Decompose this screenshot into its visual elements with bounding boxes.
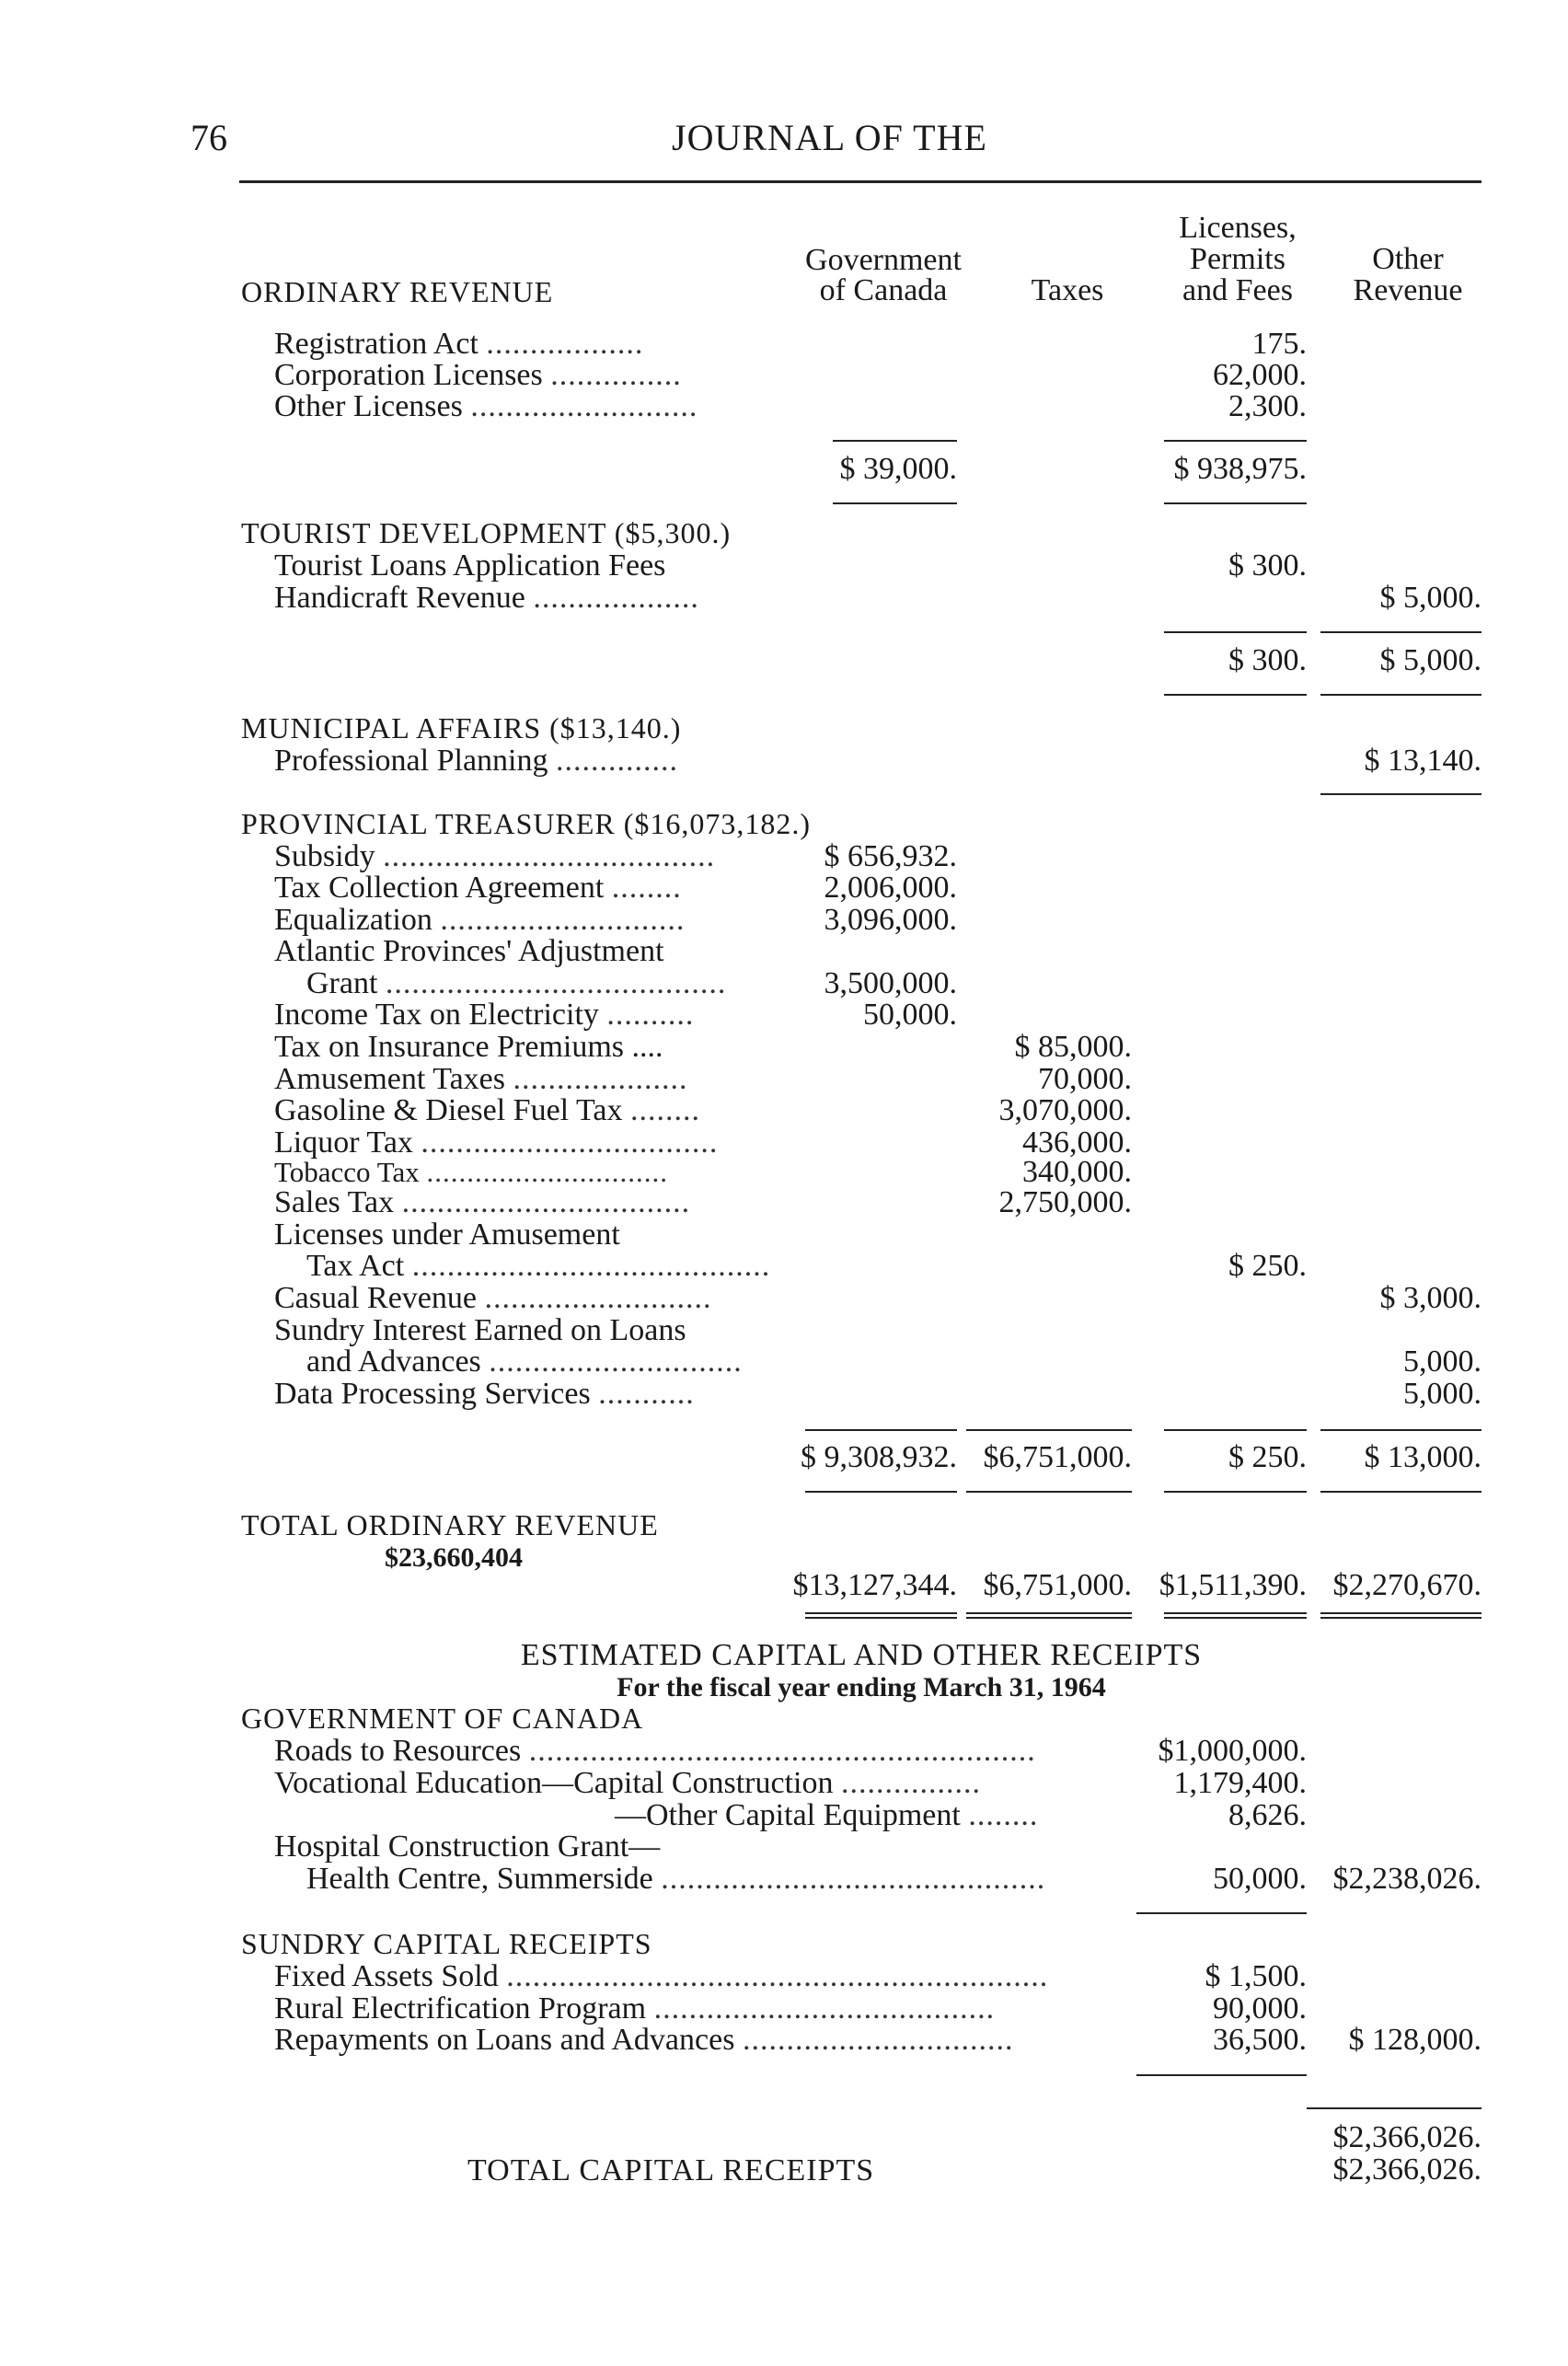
total-capital-label: TOTAL CAPITAL RECEIPTS <box>467 2153 875 2187</box>
row-taxes-value: 3,070,000. <box>998 1093 1132 1127</box>
total-ordinary-label: TOTAL ORDINARY REVENUE <box>241 1508 659 1541</box>
row-licenses-value: 175. <box>1251 327 1307 361</box>
row-label: Repayments on Loans and Advances ............................... <box>274 2023 1014 2057</box>
gov-canada-heading: GOVERNMENT OF CANADA <box>241 1702 644 1735</box>
row-licenses-value: $ 250. <box>1228 1249 1307 1283</box>
col-other-line1: Other <box>1372 242 1444 276</box>
subtotal-rule <box>1136 2074 1307 2076</box>
row-amount: 8,626. <box>1228 1798 1307 1832</box>
subtotal-licenses: $ 300. <box>1228 643 1307 677</box>
total-ordinary-amount: $23,660,404 <box>385 1542 523 1573</box>
row-taxes-value: $ 85,000. <box>1014 1030 1132 1064</box>
total-other: $2,270,670. <box>1332 1568 1482 1602</box>
row-taxes-value: 436,000. <box>1022 1125 1132 1160</box>
subtotal-rule <box>1320 631 1482 633</box>
row-label: Rural Electrification Program ....................................... <box>274 1991 996 2026</box>
row-other-value: $ 5,000. <box>1379 581 1482 615</box>
row-label: Casual Revenue .......................... <box>274 1281 712 1315</box>
row-label: Grant ....................................... <box>306 966 727 1000</box>
row-label: —Other Capital Equipment ........ <box>615 1798 1039 1832</box>
subtotal-licenses: $ 938,975. <box>1173 452 1307 486</box>
subtotal-gov: $ 9,308,932. <box>801 1440 957 1474</box>
row-label: Income Tax on Electricity .......... <box>274 998 695 1032</box>
municipal-heading: MUNICIPAL AFFAIRS ($13,140.) <box>241 711 682 744</box>
total-taxes: $6,751,000. <box>983 1568 1132 1602</box>
row-amount: 36,500. <box>1213 2023 1307 2057</box>
row-total: $2,238,026. <box>1332 1862 1482 1896</box>
row-label: Equalization ............................ <box>274 903 686 937</box>
row-amount: $1,000,000. <box>1158 1734 1307 1768</box>
col-taxes: Taxes <box>1031 273 1104 307</box>
row-label: Gasoline & Diesel Fuel Tax ........ <box>274 1093 700 1127</box>
row-label: Professional Planning .............. <box>274 744 678 778</box>
row-label: Sundry Interest Earned on Loans <box>274 1313 686 1347</box>
subtotal-rule <box>1164 631 1307 633</box>
row-label: Health Centre, Summerside ............................................ <box>306 1862 1046 1896</box>
running-title: JOURNAL OF THE <box>672 117 987 158</box>
subtotal-rule <box>805 1429 957 1431</box>
col-licenses-line3: and Fees <box>1182 273 1293 307</box>
subtotal-licenses: $ 250. <box>1228 1440 1307 1474</box>
row-taxes-value: 70,000. <box>1038 1062 1132 1096</box>
total-licenses: $1,511,390. <box>1159 1568 1307 1602</box>
row-label: Handicraft Revenue ................... <box>274 581 699 615</box>
sundry-heading: SUNDRY CAPITAL RECEIPTS <box>241 1927 652 1960</box>
row-taxes-value: 340,000. <box>1022 1155 1132 1189</box>
row-gov-value: 3,500,000. <box>824 966 957 1000</box>
row-label: Hospital Construction Grant— <box>274 1829 661 1864</box>
row-label: Tax Collection Agreement ........ <box>274 871 682 905</box>
row-other-value: 5,000. <box>1403 1377 1482 1411</box>
subtotal-rule <box>833 502 957 504</box>
row-label: Data Processing Services ........... <box>274 1377 695 1411</box>
row-label: Corporation Licenses ............... <box>274 358 682 392</box>
grand-total-1: $2,366,026. <box>1332 2120 1482 2154</box>
row-other-value: $ 13,140. <box>1364 744 1482 778</box>
row-gov-value: $ 656,932. <box>824 839 957 873</box>
row-label: Sales Tax ................................. <box>274 1185 691 1219</box>
subtotal-rule <box>1164 694 1307 696</box>
col-licenses-line1: Licenses, <box>1179 211 1297 245</box>
row-label: and Advances ............................. <box>306 1345 743 1379</box>
section-label: ORDINARY REVENUE <box>241 275 554 308</box>
row-gov-value: 50,000. <box>863 998 957 1032</box>
subtotal-taxes: $6,751,000. <box>983 1440 1132 1474</box>
subtotal-rule <box>805 1491 957 1493</box>
subtotal-rule <box>1320 1491 1482 1493</box>
row-licenses-value: 62,000. <box>1213 358 1307 392</box>
row-gov-value: 2,006,000. <box>824 871 957 905</box>
subtotal-rule <box>1164 1491 1307 1493</box>
total-double-rule <box>1164 1612 1307 1619</box>
subtotal-rule <box>1164 502 1307 504</box>
total-double-rule <box>1320 1612 1482 1619</box>
grand-total-rule <box>1307 2107 1482 2109</box>
subtotal-rule <box>1320 1429 1482 1431</box>
capital-title: ESTIMATED CAPITAL AND OTHER RECEIPTS <box>520 1638 1203 1672</box>
row-taxes-value: 2,750,000. <box>998 1185 1132 1219</box>
row-amount: 90,000. <box>1213 1991 1307 2026</box>
row-label: Liquor Tax .................................. <box>274 1125 719 1160</box>
subtotal-other: $ 5,000. <box>1379 643 1482 677</box>
subtotal-rule <box>1164 1429 1307 1431</box>
row-label: Registration Act .................. <box>274 327 644 361</box>
grand-total-2: $2,366,026. <box>1332 2152 1482 2187</box>
subtotal-rule <box>1320 793 1482 795</box>
row-total: $ 128,000. <box>1348 2023 1482 2057</box>
row-label: Roads to Resources .......................................................... <box>274 1734 1036 1768</box>
row-amount: 50,000. <box>1213 1862 1307 1896</box>
row-label: Other Licenses .......................... <box>274 389 698 423</box>
row-label: Tax on Insurance Premiums .... <box>274 1030 663 1064</box>
row-other-value: 5,000. <box>1403 1345 1482 1379</box>
col-gov-line1: Government <box>805 243 962 277</box>
col-gov-line2: of Canada <box>819 273 948 307</box>
subtotal-other: $ 13,000. <box>1364 1440 1482 1474</box>
subtotal-rule <box>966 1491 1132 1493</box>
subtotal-rule <box>1320 694 1482 696</box>
row-gov-value: 3,096,000. <box>824 903 957 937</box>
subtotal-rule <box>966 1429 1132 1431</box>
col-other-line2: Revenue <box>1353 273 1463 307</box>
subtotal-rule <box>833 440 957 442</box>
row-amount: $ 1,500. <box>1205 1959 1307 1993</box>
page-number: 76 <box>190 117 227 158</box>
subtotal-gov: $ 39,000. <box>839 452 957 486</box>
capital-subtitle: For the fiscal year ending March 31, 1964 <box>617 1672 1106 1702</box>
subtotal-rule <box>1164 440 1307 442</box>
col-licenses-line2: Permits <box>1190 242 1286 276</box>
header-rule <box>239 180 1482 183</box>
row-label: Amusement Taxes .................... <box>274 1062 688 1096</box>
total-double-rule <box>966 1612 1132 1619</box>
row-label: Licenses under Amusement <box>274 1218 620 1252</box>
row-label: Fixed Assets Sold .............................................................. <box>274 1959 1049 1993</box>
subtotal-rule <box>1136 1912 1307 1914</box>
row-label: Tax Act ......................................... <box>306 1249 771 1283</box>
tourist-heading: TOURIST DEVELOPMENT ($5,300.) <box>241 516 732 549</box>
total-double-rule <box>805 1612 957 1619</box>
row-amount: 1,179,400. <box>1173 1766 1307 1800</box>
row-label: Tourist Loans Application Fees <box>274 548 666 583</box>
row-other-value: $ 3,000. <box>1379 1281 1482 1315</box>
provincial-heading: PROVINCIAL TREASURER ($16,073,182.) <box>241 807 812 840</box>
row-licenses-value: $ 300. <box>1228 548 1307 583</box>
row-licenses-value: 2,300. <box>1228 389 1307 423</box>
row-label: Tobacco Tax .............................. <box>274 1156 669 1188</box>
total-gov: $13,127,344. <box>792 1568 957 1602</box>
row-label: Atlantic Provinces' Adjustment <box>274 934 664 968</box>
row-label: Vocational Education—Capital Construction ................ <box>274 1766 981 1800</box>
row-label: Subsidy ...................................... <box>274 839 716 873</box>
